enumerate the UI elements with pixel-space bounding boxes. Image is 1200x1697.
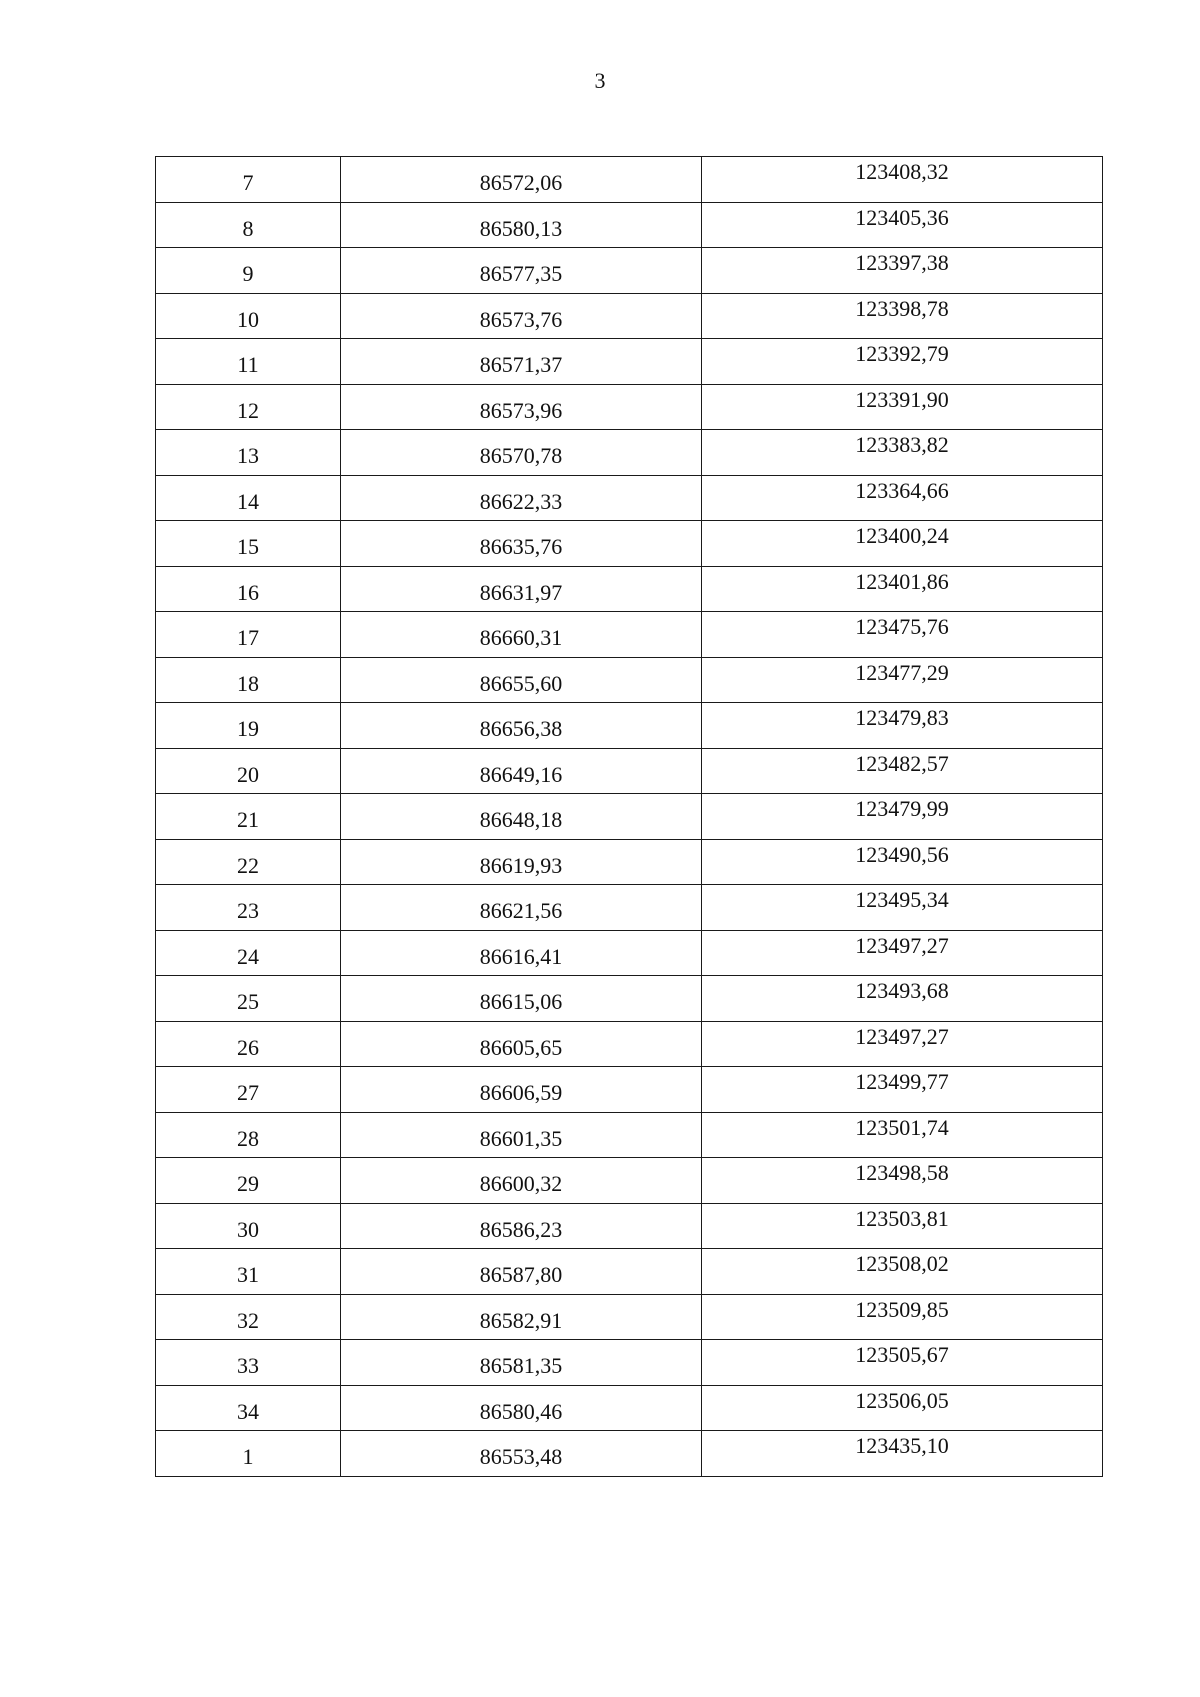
x-coordinate-cell: 86600,32 <box>341 1158 702 1204</box>
point-number-cell: 21 <box>156 794 341 840</box>
point-number-cell: 19 <box>156 703 341 749</box>
y-coordinate-cell: 123477,29 <box>702 657 1103 703</box>
y-coordinate-cell: 123508,02 <box>702 1249 1103 1295</box>
point-number-cell: 7 <box>156 157 341 203</box>
x-coordinate-cell: 86573,76 <box>341 293 702 339</box>
point-number-cell: 32 <box>156 1294 341 1340</box>
x-coordinate-cell: 86616,41 <box>341 930 702 976</box>
x-coordinate-cell: 86615,06 <box>341 976 702 1022</box>
point-number-cell: 15 <box>156 521 341 567</box>
point-number-cell: 22 <box>156 839 341 885</box>
table-row <box>156 930 1103 976</box>
x-coordinate-cell: 86660,31 <box>341 612 702 658</box>
x-coordinate-cell: 86621,56 <box>341 885 702 931</box>
y-coordinate-cell: 123501,74 <box>702 1112 1103 1158</box>
table-row <box>156 1203 1103 1249</box>
point-number-cell: 23 <box>156 885 341 931</box>
x-coordinate-cell: 86573,96 <box>341 384 702 430</box>
point-number-cell: 1 <box>156 1431 341 1477</box>
table-row <box>156 1294 1103 1340</box>
table-row <box>156 1249 1103 1295</box>
table-row <box>156 202 1103 248</box>
x-coordinate-cell: 86586,23 <box>341 1203 702 1249</box>
point-number-cell: 11 <box>156 339 341 385</box>
table-row <box>156 794 1103 840</box>
point-number-cell: 13 <box>156 430 341 476</box>
point-number-cell: 17 <box>156 612 341 658</box>
y-coordinate-cell: 123398,78 <box>702 293 1103 339</box>
table-row <box>156 384 1103 430</box>
x-coordinate-cell: 86601,35 <box>341 1112 702 1158</box>
point-number-cell: 34 <box>156 1385 341 1431</box>
y-coordinate-cell: 123383,82 <box>702 430 1103 476</box>
y-coordinate-cell: 123497,27 <box>702 930 1103 976</box>
table-row <box>156 1067 1103 1113</box>
y-coordinate-cell: 123505,67 <box>702 1340 1103 1386</box>
y-coordinate-cell: 123495,34 <box>702 885 1103 931</box>
coordinates-table <box>155 156 1103 1477</box>
x-coordinate-cell: 86553,48 <box>341 1431 702 1477</box>
y-coordinate-cell: 123490,56 <box>702 839 1103 885</box>
x-coordinate-cell: 86582,91 <box>341 1294 702 1340</box>
y-coordinate-cell: 123503,81 <box>702 1203 1103 1249</box>
table-row <box>156 1021 1103 1067</box>
x-coordinate-cell: 86631,97 <box>341 566 702 612</box>
table-row <box>156 521 1103 567</box>
x-coordinate-cell: 86570,78 <box>341 430 702 476</box>
y-coordinate-cell: 123479,83 <box>702 703 1103 749</box>
point-number-cell: 33 <box>156 1340 341 1386</box>
y-coordinate-cell: 123479,99 <box>702 794 1103 840</box>
point-number-cell: 20 <box>156 748 341 794</box>
table-row <box>156 293 1103 339</box>
x-coordinate-cell: 86580,46 <box>341 1385 702 1431</box>
x-coordinate-cell: 86619,93 <box>341 839 702 885</box>
table-row <box>156 885 1103 931</box>
table-row <box>156 1112 1103 1158</box>
y-coordinate-cell: 123408,32 <box>702 157 1103 203</box>
y-coordinate-cell: 123435,10 <box>702 1431 1103 1477</box>
x-coordinate-cell: 86577,35 <box>341 248 702 294</box>
table-row <box>156 430 1103 476</box>
x-coordinate-cell: 86581,35 <box>341 1340 702 1386</box>
table-row <box>156 566 1103 612</box>
x-coordinate-cell: 86571,37 <box>341 339 702 385</box>
table-row <box>156 703 1103 749</box>
y-coordinate-cell: 123391,90 <box>702 384 1103 430</box>
table-row <box>156 248 1103 294</box>
table-row <box>156 1158 1103 1204</box>
x-coordinate-cell: 86572,06 <box>341 157 702 203</box>
y-coordinate-cell: 123397,38 <box>702 248 1103 294</box>
x-coordinate-cell: 86649,16 <box>341 748 702 794</box>
y-coordinate-cell: 123499,77 <box>702 1067 1103 1113</box>
point-number-cell: 25 <box>156 976 341 1022</box>
y-coordinate-cell: 123498,58 <box>702 1158 1103 1204</box>
y-coordinate-cell: 123509,85 <box>702 1294 1103 1340</box>
x-coordinate-cell: 86635,76 <box>341 521 702 567</box>
point-number-cell: 14 <box>156 475 341 521</box>
table-row <box>156 657 1103 703</box>
y-coordinate-cell: 123506,05 <box>702 1385 1103 1431</box>
point-number-cell: 9 <box>156 248 341 294</box>
coordinates-table-body <box>156 157 1103 1477</box>
point-number-cell: 28 <box>156 1112 341 1158</box>
point-number-cell: 8 <box>156 202 341 248</box>
point-number-cell: 26 <box>156 1021 341 1067</box>
point-number-cell: 29 <box>156 1158 341 1204</box>
x-coordinate-cell: 86622,33 <box>341 475 702 521</box>
table-row <box>156 475 1103 521</box>
table-row <box>156 157 1103 203</box>
y-coordinate-cell: 123364,66 <box>702 475 1103 521</box>
x-coordinate-cell: 86580,13 <box>341 202 702 248</box>
x-coordinate-cell: 86606,59 <box>341 1067 702 1113</box>
x-coordinate-cell: 86605,65 <box>341 1021 702 1067</box>
point-number-cell: 10 <box>156 293 341 339</box>
y-coordinate-cell: 123401,86 <box>702 566 1103 612</box>
y-coordinate-cell: 123400,24 <box>702 521 1103 567</box>
point-number-cell: 27 <box>156 1067 341 1113</box>
table-row <box>156 976 1103 1022</box>
point-number-cell: 31 <box>156 1249 341 1295</box>
y-coordinate-cell: 123493,68 <box>702 976 1103 1022</box>
y-coordinate-cell: 123392,79 <box>702 339 1103 385</box>
x-coordinate-cell: 86656,38 <box>341 703 702 749</box>
table-row <box>156 612 1103 658</box>
point-number-cell: 30 <box>156 1203 341 1249</box>
table-row <box>156 1431 1103 1477</box>
x-coordinate-cell: 86655,60 <box>341 657 702 703</box>
y-coordinate-cell: 123405,36 <box>702 202 1103 248</box>
y-coordinate-cell: 123497,27 <box>702 1021 1103 1067</box>
table-row <box>156 339 1103 385</box>
point-number-cell: 18 <box>156 657 341 703</box>
point-number-cell: 16 <box>156 566 341 612</box>
table-row <box>156 748 1103 794</box>
y-coordinate-cell: 123475,76 <box>702 612 1103 658</box>
table-row <box>156 1340 1103 1386</box>
page-number: 3 <box>594 68 606 93</box>
point-number-cell: 24 <box>156 930 341 976</box>
table-row <box>156 1385 1103 1431</box>
x-coordinate-cell: 86587,80 <box>341 1249 702 1295</box>
x-coordinate-cell: 86648,18 <box>341 794 702 840</box>
y-coordinate-cell: 123482,57 <box>702 748 1103 794</box>
table-row <box>156 839 1103 885</box>
point-number-cell: 12 <box>156 384 341 430</box>
